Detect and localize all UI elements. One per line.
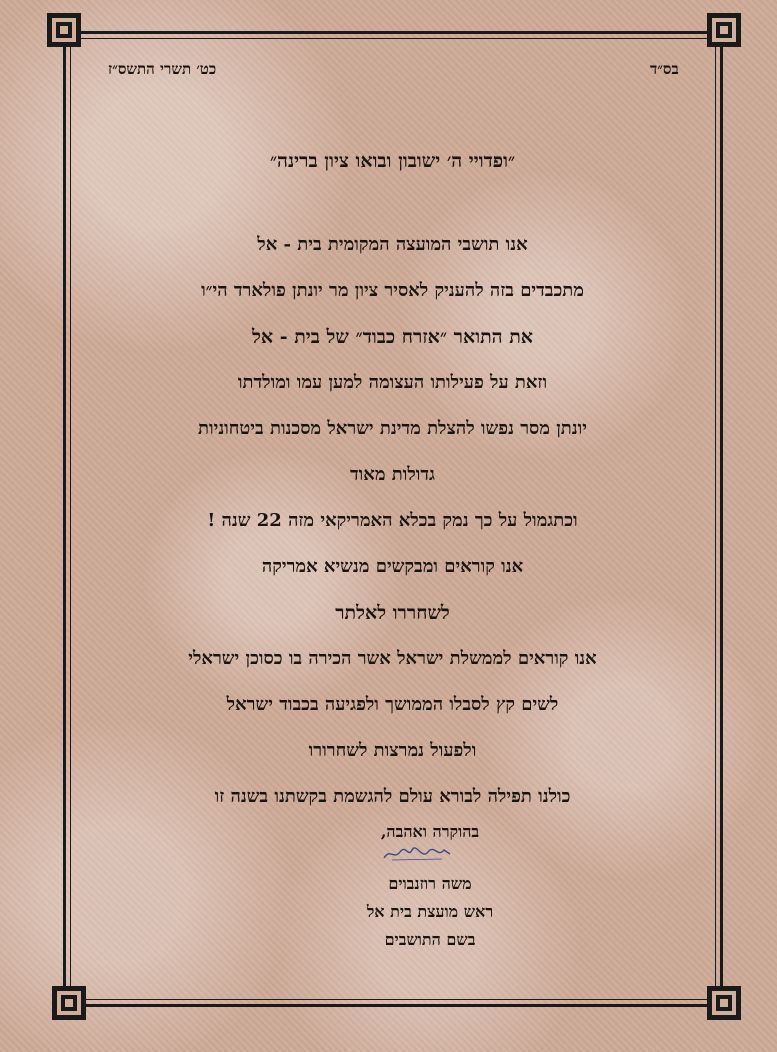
signer-title: ראש מועצת בית אל bbox=[366, 902, 494, 921]
besiyata-dishmaya-mark: בס״ד bbox=[650, 60, 679, 78]
certificate-body bbox=[80, 222, 705, 820]
body-line: לשים קץ לסבלו הממושך ולפגיעה בכבוד ישראל bbox=[226, 694, 559, 715]
on-behalf-text: בשם התושבים bbox=[384, 930, 476, 949]
body-line: אנו קוראים ומבקשים מנשיא אמריקה bbox=[261, 556, 524, 577]
signer-name: משה רוזנבוים bbox=[388, 874, 472, 893]
handwritten-signature-icon bbox=[382, 844, 452, 864]
closing-text: בהוקרה ואהבה, bbox=[380, 822, 480, 841]
body-line: וכתגמול על כך נמק בכלא האמריקאי מזה 22 שנה ! bbox=[207, 510, 578, 531]
body-line: וזאת על פעילותו העצומה למען עמו ומולדתו bbox=[237, 372, 548, 393]
body-line: ולפעול נמרצות לשחרורו bbox=[308, 740, 477, 761]
corner-ornament-icon bbox=[706, 12, 742, 48]
body-line: אנו תושבי המועצה המקומית בית - אל bbox=[257, 234, 528, 255]
body-line: גדולות מאוד bbox=[350, 464, 435, 485]
corner-ornament-icon bbox=[706, 985, 742, 1021]
hebrew-date: כט׳ תשרי התשס״ז bbox=[108, 60, 217, 78]
corner-ornament-icon bbox=[46, 12, 82, 48]
body-line-title-award: את התואר ״אזרח כבוד״ של בית - אל bbox=[252, 326, 533, 348]
corner-ornament-icon bbox=[51, 985, 87, 1021]
body-line: מתכבדים בזה להעניק לאסיר ציון מר יונתן פולארד הי״ו bbox=[201, 280, 584, 301]
verse-title: ״ופדויי ה׳ ישובון ובואו ציון ברינה״ bbox=[269, 150, 516, 172]
body-line: אנו קוראים לממשלת ישראל אשר הכירה בו כסוכן ישראלי bbox=[188, 648, 597, 669]
signature-block bbox=[300, 818, 560, 954]
body-line-release-now: לשחררו לאלתר bbox=[335, 602, 450, 624]
body-line: יונתן מסר נפשו להצלת מדינת ישראל מסכנות ביטחוניות bbox=[198, 418, 587, 439]
body-line: כולנו תפילה לבורא עולם להגשמת בקשתנו בשנה זו bbox=[214, 786, 571, 807]
